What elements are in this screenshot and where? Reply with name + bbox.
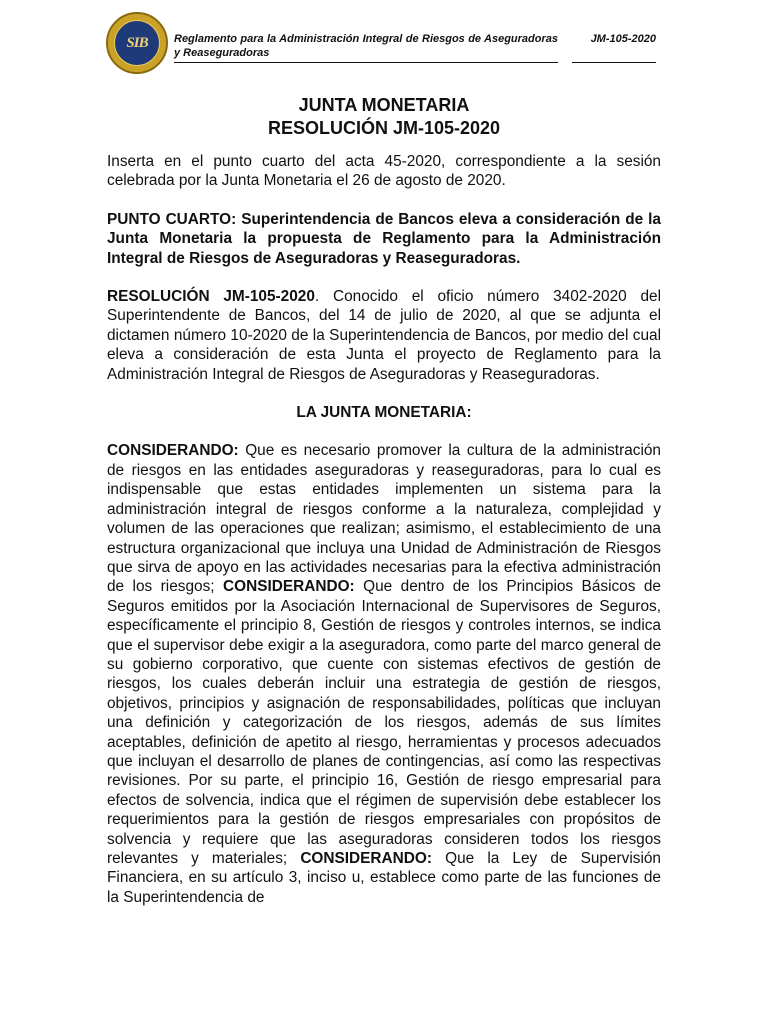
considerandos-paragraph	[107, 441, 661, 907]
considerando-text-1: Que es necesario promover la cultura de la administración de riesgos en las entidades aseguradoras y reaseguradoras, para lo cual es indispensable que estas entidades implementen un sistema para la administración integral de riesgos conforme a la naturaleza, complejidad y volumen de las operaciones que realizan; asimismo, el establecimiento de una estructura organizacional que incluya una Unidad de Administración de Riesgos que sirva de apoyo en las actividades necesarias para la efectiva administración de los riesgos;	[107, 442, 661, 596]
page-header	[0, 0, 768, 80]
resolucion-paragraph	[107, 287, 661, 384]
header-document-code: JM-105-2020	[572, 32, 656, 63]
sib-seal-logo	[106, 12, 168, 74]
punto-cuarto-paragraph: PUNTO CUARTO: Superintendencia de Bancos eleva a consideración de la Junta Monetaria la propuesta de Reglamento para la Administración Integral de Riesgos de Aseguradoras y Reaseguradoras.	[107, 210, 661, 267]
considerando-text-3: Que la Ley de Supervisión Financiera, en su artículo 3, inciso u, establece como parte de las funciones de la Superintendencia de	[107, 850, 661, 906]
considerando-label-2: CONSIDERANDO:	[223, 578, 355, 596]
junta-subheading: LA JUNTA MONETARIA:	[296, 404, 472, 422]
considerando-text-2: Que dentro de los Principios Básicos de Seguros emitidos por la Asociación Internacional de Supervisores de Seguros, específicamente el principio 8, Gestión de riesgos y controles internos, se indica que el supervisor debe exigir a la aseguradora, como parte del marco general de su gobierno corporativo, que cuente con sistemas efectivos de gestión de riesgos, los cuales deberán incluir una estrategia de gestión de riesgos, objetivos, principios y asignación de responsabilidades, políticas que incluyan una definición y categorización de los riesgos, además de sus límites aceptables, definición de apetito al riesgo, herramientas y procesos adecuados que incluyan el desarrollo de planes de contingencias, así como las respectivas revisiones. Por su parte, el principio 16, Gestión de riesgo empresarial para efectos de solvencia, indica que el régimen de supervisión debe establecer los requerimientos para la gestión de riesgos empresariales con propósitos de solvencia y requiere que las aseguradoras consideren todos los riesgos relevantes y materiales;	[107, 578, 661, 867]
intro-paragraph: Inserta en el punto cuarto del acta 45-2020, correspondiente a la sesión celebrada por la Junta Monetaria el 26 de agosto de 2020.	[107, 153, 661, 190]
resolucion-text: . Conocido el oficio número 3402-2020 del Superintendente de Bancos, del 14 de julio de 2020, al que se adjunta el dictamen número 10-2020 de la Superintendencia de Bancos, por medio del cual eleva a consideración de esta Junta el proyecto de Reglamento para la Administración Integral de Riesgos de Aseguradoras y Reaseguradoras.	[107, 288, 661, 383]
seal-text: SIB	[126, 34, 148, 51]
document-body	[107, 94, 661, 907]
title-line-1: JUNTA MONETARIA	[298, 95, 470, 115]
seal-center	[114, 20, 160, 66]
considerando-label-3: CONSIDERANDO:	[300, 850, 432, 867]
title-line-2: RESOLUCIÓN JM-105-2020	[267, 118, 501, 138]
header-document-title: Reglamento para la Administración Integral de Riesgos de Aseguradoras y Reaseguradoras	[174, 32, 558, 63]
considerando-label-1: CONSIDERANDO:	[107, 442, 239, 460]
resolucion-label: RESOLUCIÓN JM-105-2020	[107, 288, 315, 306]
